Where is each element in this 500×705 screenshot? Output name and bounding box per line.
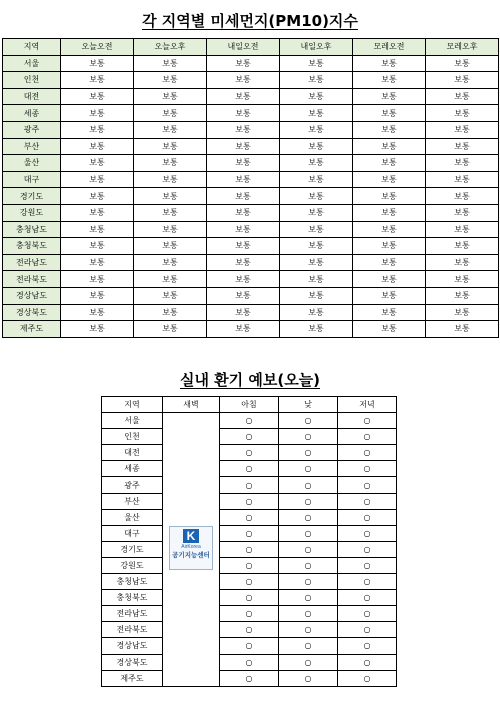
ventilation-status-cell: ○: [220, 622, 279, 638]
pm-grade-cell: 보통: [280, 254, 353, 271]
region-cell: 전라북도: [3, 271, 61, 288]
ventilation-status-cell: ○: [279, 445, 338, 461]
ventilation-status-cell: ○: [279, 638, 338, 654]
table-row: [102, 574, 397, 590]
ventilation-status-cell: ○: [279, 590, 338, 606]
logo-letter: K: [183, 529, 199, 543]
pm-grade-cell: 보통: [134, 238, 207, 255]
pm-grade-cell: 보통: [426, 138, 499, 155]
pm-grade-cell: 보통: [207, 72, 280, 89]
pm-grade-cell: 보통: [280, 55, 353, 72]
pm-grade-cell: 보통: [61, 55, 134, 72]
pm-grade-cell: 보통: [280, 221, 353, 238]
pm-grade-cell: 보통: [207, 238, 280, 255]
ventilation-status-cell: ○: [338, 477, 397, 493]
pm-grade-cell: 보통: [134, 55, 207, 72]
ventilation-status-cell: ○: [220, 670, 279, 686]
pm-grade-cell: 보통: [353, 204, 426, 221]
ventilation-status-cell: ○: [220, 413, 279, 429]
pm-grade-cell: 보통: [207, 55, 280, 72]
pm-grade-cell: 보통: [134, 138, 207, 155]
table-row: [3, 254, 499, 271]
ventilation-status-cell: ○: [279, 477, 338, 493]
pm-grade-cell: 보통: [426, 287, 499, 304]
ventilation-table-title: [0, 371, 500, 389]
pm-grade-cell: 보통: [280, 304, 353, 321]
ventilation-status-cell: ○: [279, 670, 338, 686]
table-row: [102, 557, 397, 573]
ventilation-status-cell: ○: [338, 574, 397, 590]
pm-grade-cell: 보통: [134, 254, 207, 271]
pm-grade-cell: 보통: [353, 221, 426, 238]
table-row: [3, 204, 499, 221]
pm-grade-cell: 보통: [207, 188, 280, 205]
table-row: [102, 413, 397, 429]
table-row: [102, 606, 397, 622]
table-row: [3, 88, 499, 105]
region-cell: 충청북도: [3, 238, 61, 255]
pm-grade-cell: 보통: [353, 55, 426, 72]
pm-grade-cell: 보통: [280, 287, 353, 304]
ventilation-status-cell: ○: [279, 606, 338, 622]
table-row: [102, 590, 397, 606]
region-cell: 서울: [102, 413, 163, 429]
ventilation-status-cell: ○: [338, 493, 397, 509]
table-row: [3, 287, 499, 304]
pm-grade-cell: 보통: [61, 254, 134, 271]
pm-grade-cell: 보통: [426, 171, 499, 188]
pm-grade-cell: 보통: [353, 138, 426, 155]
pm-forecast-table: [2, 38, 499, 338]
table-row: [3, 55, 499, 72]
pm-grade-cell: 보통: [207, 105, 280, 122]
pm-grade-cell: 보통: [280, 321, 353, 338]
ventilation-status-cell: ○: [338, 606, 397, 622]
region-cell: 경상북도: [3, 304, 61, 321]
pm-grade-cell: 보통: [207, 88, 280, 105]
pm-grade-cell: 보통: [207, 204, 280, 221]
region-cell: 강원도: [3, 204, 61, 221]
pm-grade-cell: 보통: [207, 121, 280, 138]
ventilation-status-cell: ○: [279, 622, 338, 638]
ventilation-status-cell: ○: [220, 574, 279, 590]
pm-grade-cell: 보통: [207, 321, 280, 338]
pm-grade-cell: 보통: [207, 138, 280, 155]
ventilation-status-cell: ○: [279, 461, 338, 477]
pm-grade-cell: 보통: [426, 304, 499, 321]
pm-grade-cell: 보통: [134, 105, 207, 122]
ventilation-status-cell: ○: [279, 429, 338, 445]
pm-grade-cell: 보통: [134, 321, 207, 338]
ventilation-status-cell: ○: [338, 445, 397, 461]
table-row: [3, 221, 499, 238]
pm-grade-cell: 보통: [134, 188, 207, 205]
region-cell: 제주도: [3, 321, 61, 338]
pm-grade-cell: 보통: [426, 221, 499, 238]
pm-header-cell: 모레오전: [353, 39, 426, 56]
region-cell: 충청남도: [3, 221, 61, 238]
table-row: [102, 622, 397, 638]
ventilation-title-text: 실내 환기 예보(오늘): [179, 371, 321, 389]
region-cell: 광주: [3, 121, 61, 138]
region-cell: 인천: [3, 72, 61, 89]
pm-grade-cell: 보통: [61, 238, 134, 255]
pm-grade-cell: 보통: [61, 171, 134, 188]
table-row: [3, 105, 499, 122]
pm-header-cell: 오늘오후: [134, 39, 207, 56]
table-row: [102, 638, 397, 654]
table-row: [102, 509, 397, 525]
ventilation-status-cell: ○: [220, 445, 279, 461]
pm-grade-cell: 보통: [61, 204, 134, 221]
pm-grade-cell: 보통: [426, 271, 499, 288]
ventilation-status-cell: ○: [279, 654, 338, 670]
ventilation-status-cell: ○: [279, 541, 338, 557]
pm-grade-cell: 보통: [353, 72, 426, 89]
region-cell: 울산: [3, 155, 61, 172]
pm-header-row: [3, 39, 499, 56]
pm-grade-cell: 보통: [426, 188, 499, 205]
pm-grade-cell: 보통: [353, 238, 426, 255]
pm-grade-cell: 보통: [353, 254, 426, 271]
pm-grade-cell: 보통: [280, 204, 353, 221]
ventilation-status-cell: ○: [338, 670, 397, 686]
table-row: [3, 121, 499, 138]
pm-header-cell: 오늘오전: [61, 39, 134, 56]
pm-grade-cell: 보통: [353, 105, 426, 122]
table-row: [102, 654, 397, 670]
pm-title-text: 각 지역별 미세먼지(PM10)지수: [142, 12, 358, 30]
region-cell: 경상남도: [3, 287, 61, 304]
pm-grade-cell: 보통: [426, 55, 499, 72]
region-cell: 광주: [102, 477, 163, 493]
pm-grade-cell: 보통: [61, 105, 134, 122]
table-row: [102, 445, 397, 461]
pm-grade-cell: 보통: [353, 271, 426, 288]
ventilation-status-cell: ○: [279, 493, 338, 509]
ventilation-status-cell: ○: [220, 541, 279, 557]
pm-grade-cell: 보통: [134, 171, 207, 188]
region-cell: 경기도: [102, 541, 163, 557]
pm-grade-cell: 보통: [134, 88, 207, 105]
ventilation-status-cell: ○: [338, 525, 397, 541]
pm-grade-cell: 보통: [61, 321, 134, 338]
pm-grade-cell: 보통: [353, 171, 426, 188]
dawn-cell: [163, 413, 220, 687]
pm-grade-cell: 보통: [134, 221, 207, 238]
ventilation-header-cell: 아침: [220, 397, 279, 413]
ventilation-status-cell: ○: [220, 590, 279, 606]
pm-grade-cell: 보통: [134, 204, 207, 221]
region-cell: 경기도: [3, 188, 61, 205]
pm-grade-cell: 보통: [207, 221, 280, 238]
pm-grade-cell: 보통: [280, 121, 353, 138]
pm-grade-cell: 보통: [353, 287, 426, 304]
pm-grade-cell: 보통: [207, 254, 280, 271]
table-row: [3, 271, 499, 288]
pm-grade-cell: 보통: [426, 105, 499, 122]
ventilation-status-cell: ○: [338, 461, 397, 477]
pm-grade-cell: 보통: [61, 287, 134, 304]
pm-grade-cell: 보통: [207, 287, 280, 304]
logo-brand: AirKorea: [181, 544, 201, 551]
ventilation-status-cell: ○: [338, 541, 397, 557]
table-row: [102, 670, 397, 686]
table-row: [102, 525, 397, 541]
ventilation-status-cell: ○: [220, 429, 279, 445]
region-cell: 전라남도: [102, 606, 163, 622]
ventilation-forecast-table: [101, 396, 397, 687]
ventilation-status-cell: ○: [338, 654, 397, 670]
pm-grade-cell: 보통: [280, 72, 353, 89]
pm-grade-cell: 보통: [61, 304, 134, 321]
ventilation-status-cell: ○: [338, 509, 397, 525]
ventilation-status-cell: ○: [279, 413, 338, 429]
ventilation-status-cell: ○: [279, 509, 338, 525]
ventilation-status-cell: ○: [338, 622, 397, 638]
ventilation-status-cell: ○: [220, 477, 279, 493]
pm-grade-cell: 보통: [207, 271, 280, 288]
pm-grade-cell: 보통: [426, 254, 499, 271]
region-cell: 서울: [3, 55, 61, 72]
ventilation-header-cell: 낮: [279, 397, 338, 413]
pm-grade-cell: 보통: [280, 155, 353, 172]
ventilation-status-cell: ○: [220, 557, 279, 573]
table-row: [3, 321, 499, 338]
ventilation-status-cell: ○: [220, 606, 279, 622]
pm-grade-cell: 보통: [134, 121, 207, 138]
ventilation-status-cell: ○: [220, 509, 279, 525]
pm-grade-cell: 보통: [61, 138, 134, 155]
pm-grade-cell: 보통: [426, 238, 499, 255]
table-row: [3, 188, 499, 205]
ventilation-status-cell: ○: [220, 525, 279, 541]
ventilation-header-row: [102, 397, 397, 413]
ventilation-status-cell: ○: [338, 413, 397, 429]
pm-grade-cell: 보통: [426, 155, 499, 172]
ventilation-header-cell: 새벽: [163, 397, 220, 413]
pm-header-cell: 내일오전: [207, 39, 280, 56]
pm-grade-cell: 보통: [61, 155, 134, 172]
pm-grade-cell: 보통: [61, 271, 134, 288]
pm-grade-cell: 보통: [426, 72, 499, 89]
ventilation-status-cell: ○: [338, 638, 397, 654]
pm-grade-cell: 보통: [207, 155, 280, 172]
pm-grade-cell: 보통: [61, 221, 134, 238]
pm-grade-cell: 보통: [426, 204, 499, 221]
ventilation-status-cell: ○: [338, 429, 397, 445]
pm-grade-cell: 보통: [353, 155, 426, 172]
region-cell: 세종: [3, 105, 61, 122]
pm-grade-cell: 보통: [61, 121, 134, 138]
region-cell: 강원도: [102, 557, 163, 573]
ventilation-status-cell: ○: [279, 557, 338, 573]
pm-header-cell: 지역: [3, 39, 61, 56]
pm-grade-cell: 보통: [61, 72, 134, 89]
region-cell: 인천: [102, 429, 163, 445]
region-cell: 경상북도: [102, 654, 163, 670]
table-row: [3, 138, 499, 155]
region-cell: 전라북도: [102, 622, 163, 638]
pm-grade-cell: 보통: [353, 188, 426, 205]
pm-header-cell: 내일오후: [280, 39, 353, 56]
pm-grade-cell: 보통: [280, 271, 353, 288]
pm-header-cell: 모레오후: [426, 39, 499, 56]
pm-grade-cell: 보통: [134, 304, 207, 321]
region-cell: 대전: [102, 445, 163, 461]
region-cell: 부산: [102, 493, 163, 509]
table-row: [3, 171, 499, 188]
airkorea-logo-icon: [169, 526, 213, 570]
table-row: [102, 477, 397, 493]
ventilation-status-cell: ○: [220, 638, 279, 654]
region-cell: 대구: [3, 171, 61, 188]
pm-grade-cell: 보통: [61, 188, 134, 205]
region-cell: 전라남도: [3, 254, 61, 271]
pm-grade-cell: 보통: [207, 304, 280, 321]
region-cell: 울산: [102, 509, 163, 525]
table-row: [102, 541, 397, 557]
table-row: [102, 493, 397, 509]
region-cell: 제주도: [102, 670, 163, 686]
region-cell: 경상남도: [102, 638, 163, 654]
region-cell: 부산: [3, 138, 61, 155]
pm-grade-cell: 보통: [353, 304, 426, 321]
pm-grade-cell: 보통: [353, 321, 426, 338]
table-row: [3, 238, 499, 255]
ventilation-status-cell: ○: [279, 574, 338, 590]
ventilation-status-cell: ○: [338, 590, 397, 606]
region-cell: 대전: [3, 88, 61, 105]
ventilation-status-cell: ○: [220, 461, 279, 477]
pm-grade-cell: 보통: [280, 238, 353, 255]
pm-grade-cell: 보통: [134, 155, 207, 172]
pm-grade-cell: 보통: [426, 121, 499, 138]
ventilation-status-cell: ○: [220, 654, 279, 670]
pm-grade-cell: 보통: [426, 88, 499, 105]
table-row: [102, 461, 397, 477]
pm-grade-cell: 보통: [353, 121, 426, 138]
pm-grade-cell: 보통: [134, 271, 207, 288]
pm-grade-cell: 보통: [426, 321, 499, 338]
region-cell: 충청남도: [102, 574, 163, 590]
table-row: [3, 304, 499, 321]
pm-grade-cell: 보통: [134, 72, 207, 89]
region-cell: 대구: [102, 525, 163, 541]
pm-grade-cell: 보통: [280, 88, 353, 105]
pm-grade-cell: 보통: [207, 171, 280, 188]
ventilation-header-cell: 지역: [102, 397, 163, 413]
pm-grade-cell: 보통: [280, 105, 353, 122]
pm-table-title: [0, 12, 500, 30]
region-cell: 충청북도: [102, 590, 163, 606]
pm-grade-cell: 보통: [353, 88, 426, 105]
pm-grade-cell: 보통: [61, 88, 134, 105]
pm-grade-cell: 보통: [280, 138, 353, 155]
ventilation-status-cell: ○: [220, 493, 279, 509]
table-row: [102, 429, 397, 445]
region-cell: 세종: [102, 461, 163, 477]
table-row: [3, 72, 499, 89]
pm-grade-cell: 보통: [134, 287, 207, 304]
pm-grade-cell: 보통: [280, 171, 353, 188]
ventilation-header-cell: 저녁: [338, 397, 397, 413]
logo-name: 공기지능센터: [172, 551, 210, 560]
table-row: [3, 155, 499, 172]
pm-grade-cell: 보통: [280, 188, 353, 205]
ventilation-status-cell: ○: [338, 557, 397, 573]
ventilation-status-cell: ○: [279, 525, 338, 541]
